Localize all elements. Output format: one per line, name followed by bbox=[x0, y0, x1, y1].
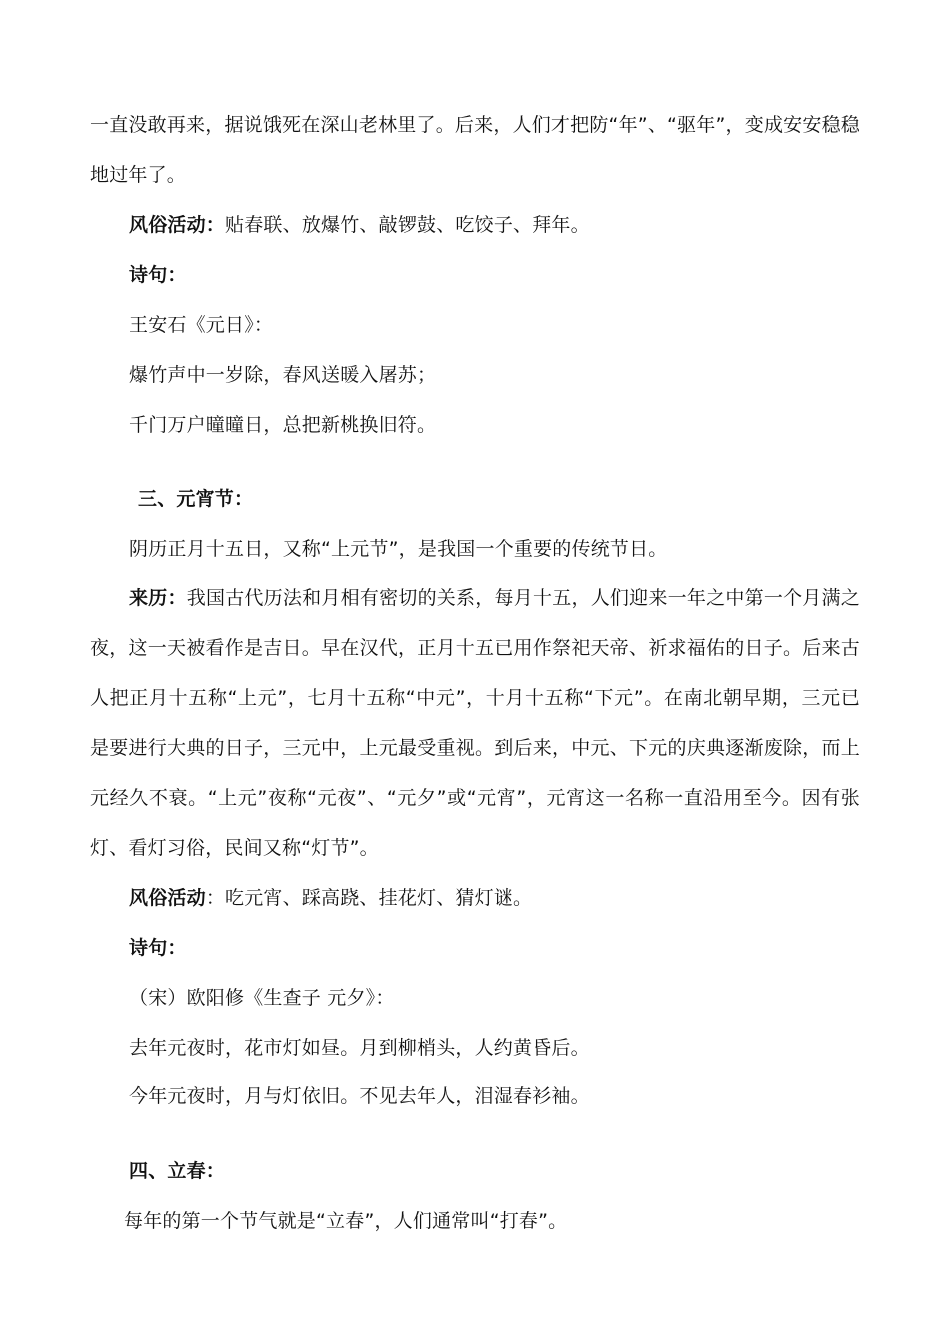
origin-text: 我国古代历法和月相有密切的关系，每月十五，人们迎来一年之中第一个月满之夜，这一天被看作是吉日。早在汉代，正月十五已用作祭祀天帝、祈求福佑的日子。后来古人把正月十五称“上元”，七月十五称“中元”，十月十五称“下元”。在南北朝早期，三元已是要进行大典的日子，三元中，上元最受重视。到后来，中元、下元的庆典逐渐废除，而上元经久不衰。“上元”夜称“元夜”、“元夕”或“元宵”，元宵这一名称一直沿用至今。因有张灯、看灯习俗，民间又称“灯节”。 bbox=[90, 587, 860, 859]
customs-label: 风俗活动： bbox=[129, 214, 226, 236]
poem-author-title: （宋）欧阳修《生查子 元夕》： bbox=[129, 987, 395, 1009]
section-heading-lantern-festival: 三、元宵节： bbox=[138, 488, 254, 510]
poem-line: 爆竹声中一岁除，春风送暖入屠苏； bbox=[129, 364, 437, 386]
customs-label: 风俗活动 bbox=[129, 887, 206, 909]
spring-festival-customs bbox=[129, 212, 590, 238]
lantern-festival-intro: 阴历正月十五日，又称“上元节”，是我国一个重要的传统节日。 bbox=[129, 538, 668, 560]
poem-label: 诗句： bbox=[129, 937, 187, 959]
lantern-festival-customs bbox=[129, 885, 532, 911]
poem-line: 今年元夜时，月与灯依旧。不见去年人，泪湿春衫袖。 bbox=[129, 1085, 590, 1107]
customs-text: ：吃元宵、踩高跷、挂花灯、猜灯谜。 bbox=[205, 887, 533, 909]
customs-text: 贴春联、放爆竹、敲锣鼓、吃饺子、拜年。 bbox=[225, 214, 590, 236]
beginning-of-spring-intro: 每年的第一个节气就是“立春”，人们通常叫“打春”。 bbox=[124, 1210, 568, 1232]
section-heading-beginning-of-spring: 四、立春： bbox=[129, 1160, 226, 1182]
poem-line: 去年元夜时，花市灯如昼。月到柳梢头，人约黄昏后。 bbox=[129, 1037, 590, 1059]
intro-paragraph: 一直没敢再来，据说饿死在深山老林里了。后来，人们才把防“年”、“驱年”，变成安安稳稳地过年了。 bbox=[90, 114, 860, 186]
poem-author-title: 王安石《元日》： bbox=[129, 314, 274, 336]
poem-label: 诗句： bbox=[129, 264, 187, 286]
origin-label: 来历： bbox=[129, 587, 187, 609]
lantern-festival-origin bbox=[90, 573, 860, 873]
poem-line: 千门万户曈曈日，总把新桃换旧符。 bbox=[129, 414, 437, 436]
